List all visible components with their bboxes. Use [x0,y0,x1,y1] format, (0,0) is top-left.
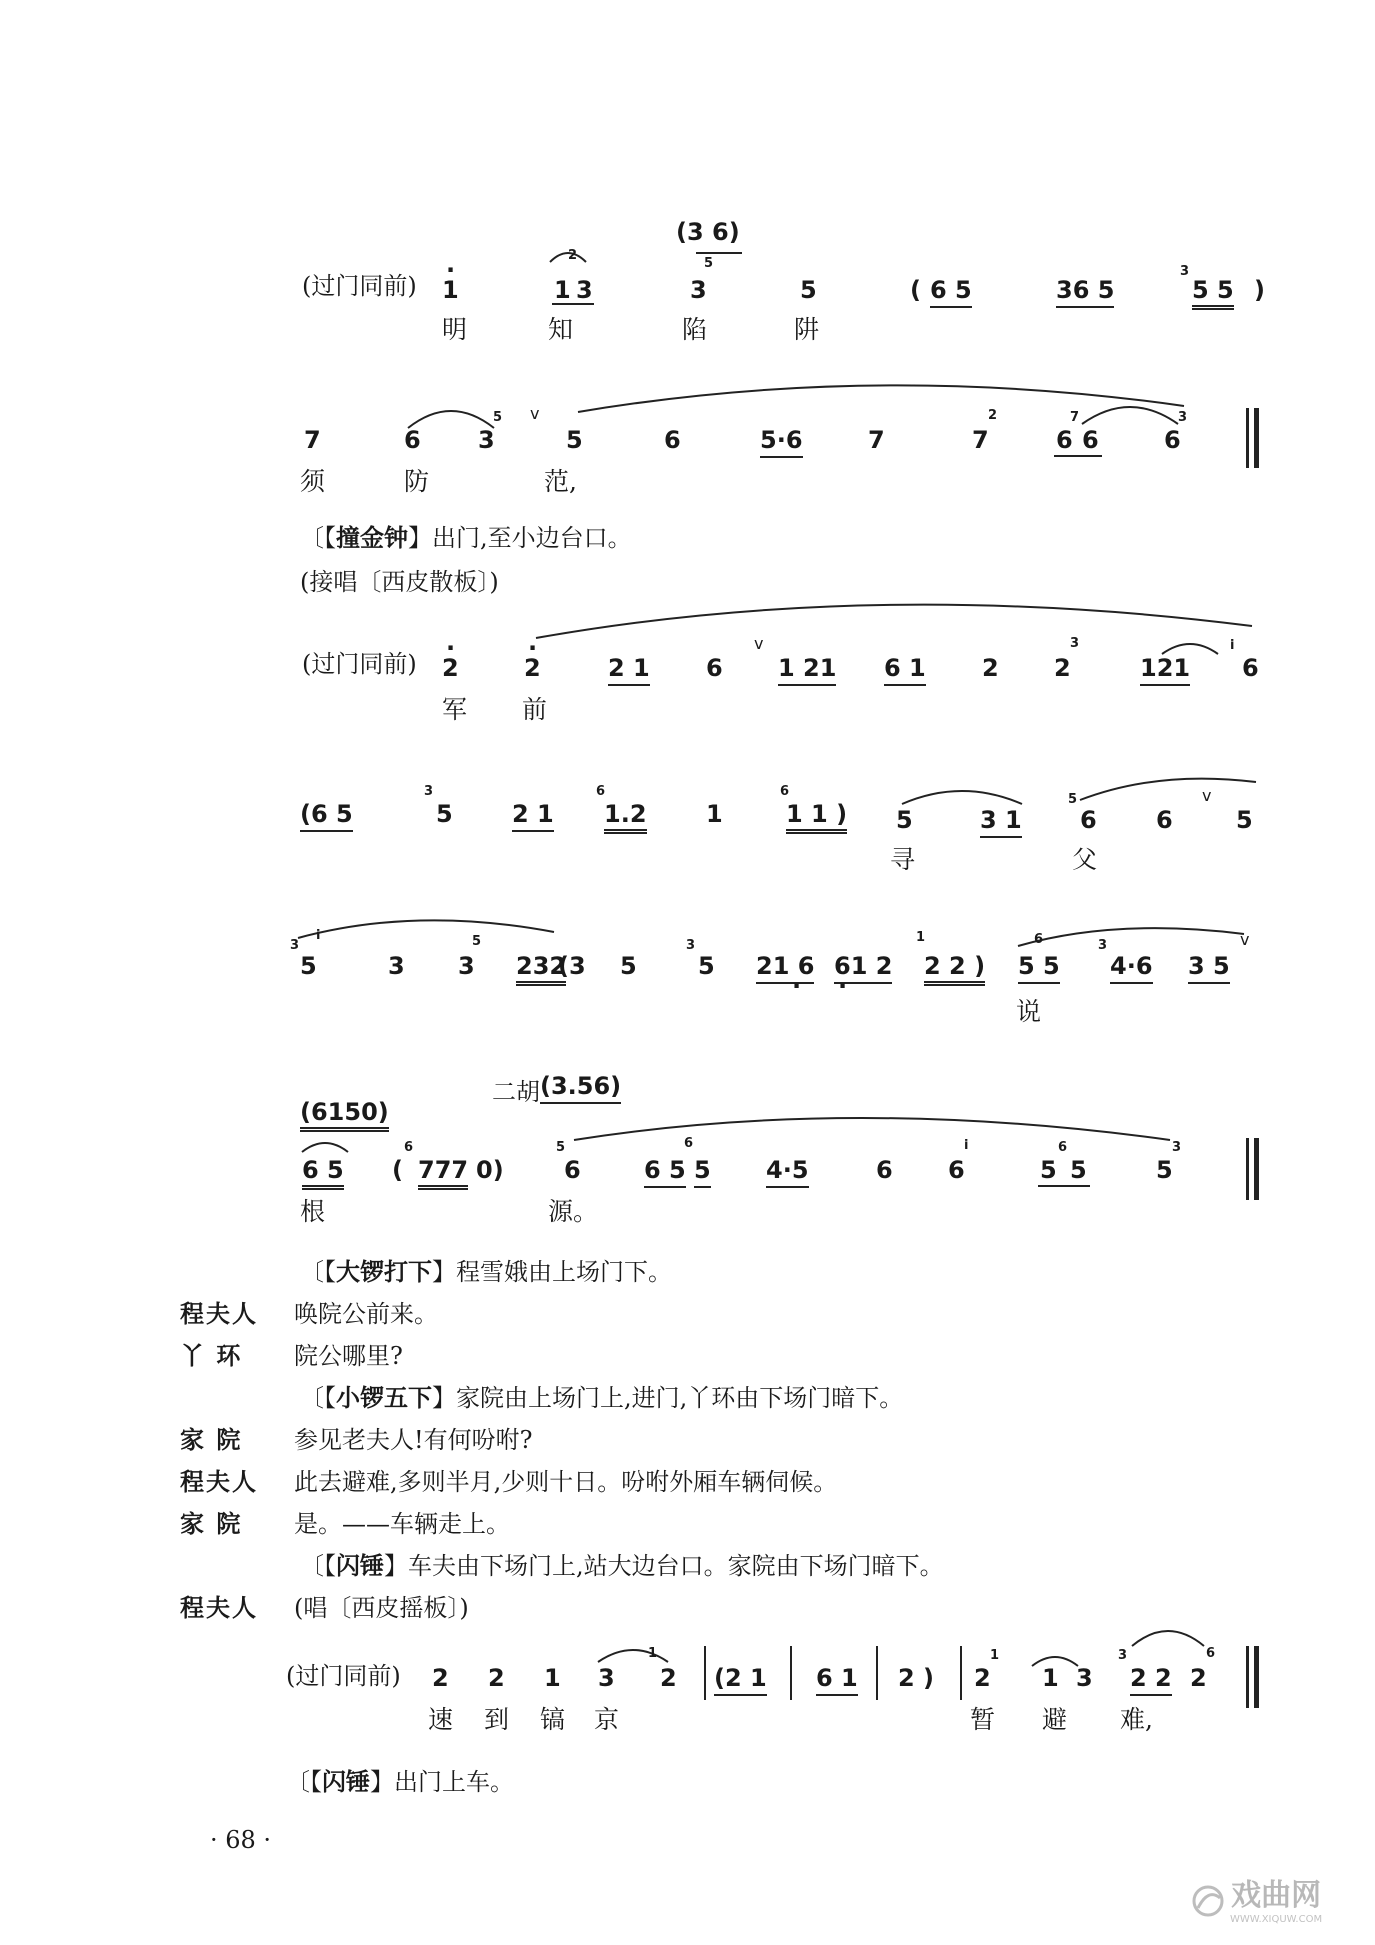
s6-top-left: (6150) [300,1098,389,1126]
s7-lyric-1: 速 [428,1705,454,1734]
s1-top-paren: (3 6) [676,218,740,246]
s6-erhu-label: 二胡 [492,1078,540,1106]
direction-6: 〔【闪锤】出门上车。 [286,1768,514,1796]
s1-group-1: 6 5 [930,276,972,308]
speaker-6: 程夫人 [180,1594,258,1622]
s4-note-4: 1.2 [604,800,647,834]
s7-lyric-2: 到 [484,1705,510,1734]
s1-high-dot: · [446,256,456,284]
s6-note-8: 6 [876,1156,893,1184]
s2-note-3: 3 [478,426,495,454]
s7-note-10: 1 [1042,1664,1059,1692]
s7-lyric-4: 京 [594,1705,620,1734]
s3-note-10: 6 [1242,654,1259,682]
s7-note-7: 6 1 [816,1664,858,1696]
s3-note-4: 6 [706,654,723,682]
s4-lyric-1: 寻 [890,845,916,874]
s1-group-3: 5 5 [1192,276,1234,310]
s4-grace-6b: 6 [780,784,790,799]
s1-lyric-4: 阱 [794,315,820,344]
direction-2: (接唱〔西皮散板〕) [300,568,499,596]
s4-note-3: 2 1 [512,800,554,832]
s7-barline-2 [790,1646,792,1700]
s2-note-4: 5 [566,426,583,454]
s4-note-7: 5 [896,806,913,834]
s2-note-8: 7 [972,426,989,454]
s1-top-underline [696,252,742,254]
s1-note-3: 3 [690,276,707,304]
s1-lyric-3: 陷 [682,315,708,344]
s1-note-1: 1 [442,276,459,304]
s7-note-5: 2 [660,1664,677,1692]
s2-end-barline [1246,408,1249,468]
s7-note-2: 2 [488,1664,505,1692]
s1-underline-2 [552,303,594,305]
s3-note-9: 121 [1140,654,1190,686]
s3-slur-b [1160,634,1220,656]
s1-group-2: 36 5 [1056,276,1114,308]
s2-note-9: 6 [1056,426,1073,454]
s5-breath-mark: v [1240,930,1250,949]
s5-note-6: 5 [620,952,637,980]
s1-lyric-1: 明 [442,315,468,344]
watermark-url: WWW.XIQUW.COM [1230,1913,1323,1925]
s2-grace-5: 5 [493,410,503,425]
s6-erhu-paren: (3.56) [540,1072,621,1100]
s7-note-4: 3 [598,1664,615,1692]
s1-grace-3: 3 [1180,264,1190,279]
s2-note-11: 6 [1164,426,1181,454]
s6-note-1: 6 5 [302,1156,344,1184]
s5-note-3: 3 [458,952,475,980]
s6-note-10: 5 [1040,1156,1057,1184]
s5-grace-3c: 3 [1098,938,1108,953]
s5-grace-5: 5 [472,934,482,949]
s7-grace-6: 6 [1206,1646,1216,1661]
speaker-2: 丫 环 [180,1342,243,1370]
s2-grace-2: 2 [988,408,998,423]
s3-note-7: 2 [982,654,999,682]
s3-slur-long [534,598,1254,644]
s6-paren-open: ( [392,1156,403,1184]
s2-note-5: 6 [664,426,681,454]
s3-lyric-2: 前 [522,695,548,724]
s4-note-9: 6 [1080,806,1097,834]
s5-note-12: 4·6 [1110,952,1153,984]
s6-grace-i: i [964,1138,969,1153]
s5-slur-b [1016,924,1246,948]
s5-note-1: 5 [300,952,317,980]
s1-grace-2: 2 [568,248,578,263]
s2-underline-9 [1054,455,1102,457]
s2-grace-3: 3 [1178,410,1188,425]
s3-note-1: 2 [442,654,459,682]
s3-high-dot-1: · [446,634,456,662]
s7-barline-4 [960,1646,962,1700]
s6-note-5: 6 5 [644,1156,686,1188]
s7-note-1: 2 [432,1664,449,1692]
s4-note-11: 5 [1236,806,1253,834]
s6-note-2: 777 [418,1156,468,1184]
s6-note-6: 5 [694,1156,711,1188]
s3-label: (过门同前) [302,650,417,678]
s2-lyric-3: 范, [544,467,577,496]
s6-slur-a [300,1134,350,1154]
s1-group-close: ) [1254,276,1265,304]
s7-note-6: (2 1 [714,1664,767,1692]
watermark [1190,1870,1322,1925]
s5-note-7: 5 [698,952,715,980]
s6-note-12: 5 [1156,1156,1173,1184]
s4-slur-a [900,782,1024,806]
s4-note-6: 1 1 ) [786,800,847,828]
s6-grace-6b: 6 [684,1136,694,1151]
s7-slur-c [1130,1620,1206,1648]
s3-grace-3: 3 [1070,636,1080,651]
speaker-3: 家 院 [180,1426,243,1454]
s2-note-10: 6 [1082,426,1099,454]
s5-low-dot-1: · [792,972,802,1000]
speaker-1: 程夫人 [180,1300,258,1328]
s6-lyric-2: 源。 [548,1197,599,1226]
speaker-4: 程夫人 [180,1468,258,1496]
s2-slur-b [1080,396,1180,426]
s7-lyric-3: 镐 [540,1705,566,1734]
s6-note-11: 5 [1070,1156,1087,1184]
s7-note-13: 2 [1190,1664,1207,1692]
speech-4: 此去避难,多则半月,少则十日。吩咐外厢车辆伺候。 [294,1468,838,1496]
s6-underline-10 [1038,1185,1090,1187]
s6-lyric-1: 根 [300,1197,326,1226]
speech-2: 院公哪里? [294,1342,403,1370]
s4-breath-mark: v [1202,786,1212,805]
s5-lyric-1: 说 [1016,997,1042,1026]
s6-grace-3: 3 [1172,1140,1182,1155]
s2-lyric-1: 须 [300,467,326,496]
s5-note-2: 3 [388,952,405,980]
s5-low-dot-2: · [838,972,848,1000]
s3-note-6: 6 1 [884,654,926,686]
s6-slur-long [572,1108,1172,1142]
s4-slur-b [1078,776,1258,802]
s6-grace-6c: 6 [1058,1140,1068,1155]
direction-1: 〔【撞金钟】出门,至小边台口。 [300,524,632,552]
s5-note-8: 21 6 [756,952,814,984]
s7-grace-3: 3 [1118,1648,1128,1663]
s7-barline-1 [704,1646,706,1700]
s2-note-2: 6 [404,426,421,454]
s5-note-5: (3 [558,952,586,980]
s4-note-8: 3 1 [980,806,1022,838]
s7-label: (过门同前) [286,1662,401,1690]
page-number: · 68 · [210,1826,272,1854]
s7-lyric-7: 难, [1120,1705,1153,1734]
s6-grace-6: 6 [404,1140,414,1155]
s3-grace-i: i [1230,638,1235,653]
s7-lyric-6: 避 [1042,1705,1068,1734]
s6-note-7: 4·5 [766,1156,809,1188]
s7-barline-3 [876,1646,878,1700]
watermark-logo-icon [1190,1884,1226,1918]
s6-grace-5: 5 [556,1140,566,1155]
s2-note-7: 7 [868,426,885,454]
s7-end-barline [1246,1646,1249,1708]
s3-note-8: 2 [1054,654,1071,682]
s5-slur-a [296,912,556,942]
s5-note-10: 2 2 ) [924,952,985,980]
s2-lyric-2: 防 [404,467,430,496]
s4-note-1: (6 5 [300,800,353,828]
s4-grace-6a: 6 [596,784,606,799]
s5-note-9: 61 2 [834,952,892,984]
s5-grace-3b: 3 [686,938,696,953]
s1-group-open: ( [910,276,921,304]
s3-note-3: 2 1 [608,654,650,686]
s1-note-4: 5 [800,276,817,304]
speech-5: 是。——车辆走上。 [294,1510,510,1538]
s5-grace-i: i [316,928,321,943]
speaker-5: 家 院 [180,1510,243,1538]
s7-note-3: 1 [544,1664,561,1692]
s5-note-11: 5 5 [1018,952,1060,984]
s7-note-8: 2 ) [898,1664,935,1692]
s2-note-1: 7 [304,426,321,454]
speech-6: (唱〔西皮摇板〕) [294,1594,469,1622]
direction-3: 〔【大锣打下】程雪娥由上场门下。 [300,1258,672,1286]
s1-note-2b: 3 [576,276,593,304]
s6-end-barline [1246,1138,1249,1200]
direction-4: 〔【小锣五下】家院由上场门上,进门,丫环由下场门暗下。 [300,1384,904,1412]
s2-note-6: 5·6 [760,426,803,458]
s1-label: (过门同前) [302,272,417,300]
s6-note-4: 6 [564,1156,581,1184]
s4-grace-5: 5 [1068,792,1078,807]
s2-end-barline-thick [1254,408,1259,468]
s1-note-2a: 1 [554,276,571,304]
s6-note-3: 0) [476,1156,504,1184]
s3-high-dot-2: · [528,634,538,662]
s5-note-13: 3 5 [1188,952,1230,984]
s6-end-barline-thick [1254,1138,1259,1200]
s3-lyric-1: 军 [442,695,468,724]
s4-note-10: 6 [1156,806,1173,834]
s7-slur-a [596,1640,670,1664]
s6-note-9: 6 [948,1156,965,1184]
s4-note-2: 5 [436,800,453,828]
s7-end-barline-thick [1254,1646,1259,1708]
s4-note-5: 1 [706,800,723,828]
s5-note-4: 232 [516,952,566,986]
s5-grace-1: 1 [916,930,926,945]
s1-lyric-2: 知 [548,315,574,344]
s7-note-9: 2 [974,1664,991,1692]
s7-grace-1b: 1 [990,1648,1000,1663]
s7-lyric-5: 暂 [970,1705,996,1734]
s7-note-12: 2 2 [1130,1664,1172,1692]
s7-grace-1: 1 [648,1646,658,1661]
s7-note-11: 3 [1076,1664,1093,1692]
s4-grace-3: 3 [424,784,434,799]
watermark-text: 戏曲网 [1231,1878,1322,1913]
s5-grace-3: 3 [290,938,300,953]
s3-note-2: 2 [524,654,541,682]
s3-breath-mark: v [754,634,764,653]
s5-grace-6: 6 [1034,932,1044,947]
s2-grace-7: 7 [1070,410,1080,425]
s1-grace-5: 5 [704,256,714,271]
speech-3: 参见老夫人!有何吩咐? [294,1426,533,1454]
s3-note-5: 1 21 [778,654,836,686]
direction-5: 〔【闪锤】车夫由下场门上,站大边台口。家院由下场门暗下。 [300,1552,944,1580]
s2-breath-mark: v [530,404,540,423]
s4-lyric-2: 父 [1072,845,1098,874]
speech-1: 唤院公前来。 [294,1300,438,1328]
